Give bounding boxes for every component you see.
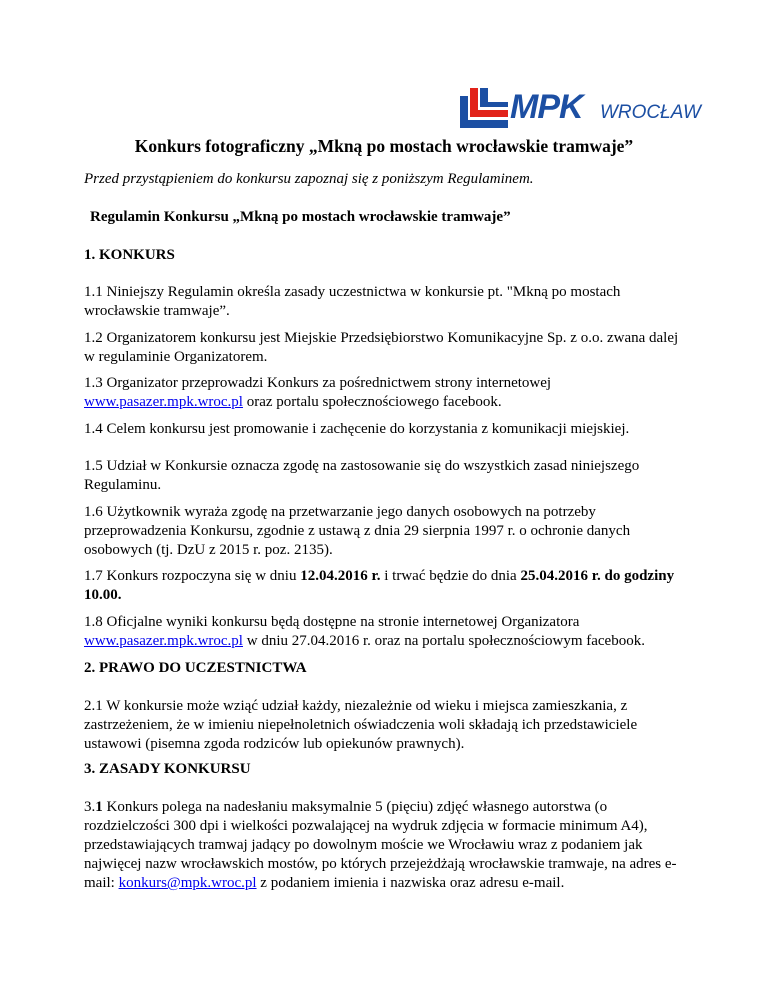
results-link[interactable]: www.pasazer.mpk.wroc.pl <box>84 633 243 649</box>
mpk-logo <box>458 82 701 132</box>
paragraph-3-1-num: 3. <box>84 799 96 815</box>
intro-text: Przed przystąpieniem do konkursu zapoznaj się z poniższym Regulaminem. <box>84 171 534 187</box>
paragraph-1-3-text: 1.3 Organizator przeprowadzi Konkurs za pośrednictwem strony internetowej <box>84 375 552 391</box>
mpk-logo-mark-icon <box>458 84 512 130</box>
start-date: 12.04.2016 r. <box>300 568 381 584</box>
paragraph-1-5: 1.5 Udział w Konkursie oznacza zgodę na zastosowanie się do wszystkich zasad niniejszego Regulaminu. <box>84 458 640 493</box>
logo-city: WROCŁAW <box>600 102 701 123</box>
page-title: Konkurs fotograficzny „Mkną po mostach wrocławskie tramwaje” <box>134 136 634 156</box>
section-3-heading: 3. ZASADY KONKURSU <box>84 761 251 777</box>
paragraph-1-8-rest: w dniu 27.04.2016 r. oraz na portalu społecznościowym facebook. <box>242 633 645 649</box>
paragraph-1-3 <box>84 374 684 412</box>
paragraph-3-1 <box>84 798 684 893</box>
paragraph-1-1: 1.1 Niniejszy Regulamin określa zasady uczestnictwa w konkursie pt. "Mkną po mostach wrocławskie tramwaje”. <box>84 284 621 319</box>
section-1-heading: 1. KONKURS <box>84 247 175 263</box>
paragraph-3-1-rest: z podaniem imienia i nazwiska oraz adresu e-mail. <box>256 875 565 891</box>
paragraph-1-8-text: 1.8 Oficjalne wyniki konkursu będą dostępne na stronie internetowej Organizatora <box>84 614 580 630</box>
end-date: 25.04.2016 r. do godziny 10.00. <box>84 568 675 603</box>
paragraph-1-6: 1.6 Użytkownik wyraża zgodę na przetwarzanie jego danych osobowych na potrzeby przeprowadzenia Konkursu, zgodnie z ustawą z dnia 29 sierpnia 1997 r. o ochronie danych osobowych (tj. DzU z 2015 r. poz. 2135). <box>84 504 631 558</box>
paragraph-1-3-rest: oraz portalu społecznościowego facebook. <box>242 394 502 410</box>
paragraph-1-8 <box>84 613 684 651</box>
paragraph-1-7 <box>84 567 684 605</box>
email-link[interactable]: konkurs@mpk.wroc.pl <box>118 875 257 891</box>
paragraph-2-1: 2.1 W konkursie może wziąć udział każdy, niezależnie od wieku i miejsca zamieszkania, z zastrzeżeniem, że w imieniu niepełnoletnich oświadczenia woli składają ich przedstawiciele ustawowi (pisemna zgoda rodziców lub opiekunów prawnych). <box>84 698 638 752</box>
paragraph-1-4: 1.4 Celem konkursu jest promowanie i zachęcenie do korzystania z komunikacji miejskiej. <box>84 421 630 437</box>
section-2-number: 2 <box>84 660 92 676</box>
paragraph-3-1-text: Konkurs polega na nadesłaniu maksymalnie 5 (pięciu) zdjęć własnego autorstwa (o rozdzielczości 300 dpi i wielkości pozwalającej na wydruk zdjęcia w formacie minimum A4), przedstawiających tramwaj jadący po dowolnym moście we Wrocławiu wraz z podaniem jak najwięcej nazw wrocławskich mostów, po których przejeżdżają wrocławskie tramwaje, na adres e-mail: <box>84 799 677 891</box>
logo-brand: MPK <box>510 88 583 126</box>
paragraph-1-7-text: 1.7 Konkurs rozpoczyna się w dniu <box>84 568 301 584</box>
paragraph-3-1-num-bold: 1 <box>95 799 103 815</box>
paragraph-1-2: 1.2 Organizatorem konkursu jest Miejskie Przedsiębiorstwo Komunikacyjne Sp. z o.o. zwana dalej w regulaminie Organizatorem. <box>84 330 679 365</box>
section-2-heading <box>84 659 684 678</box>
paragraph-1-7-mid: i trwać będzie do dnia <box>380 568 521 584</box>
website-link[interactable]: www.pasazer.mpk.wroc.pl <box>84 394 243 410</box>
regulation-title: Regulamin Konkursu „Mkną po mostach wrocławskie tramwaje” <box>90 209 511 225</box>
section-2-title: . PRAWO DO UCZESTNICTWA <box>91 660 307 676</box>
